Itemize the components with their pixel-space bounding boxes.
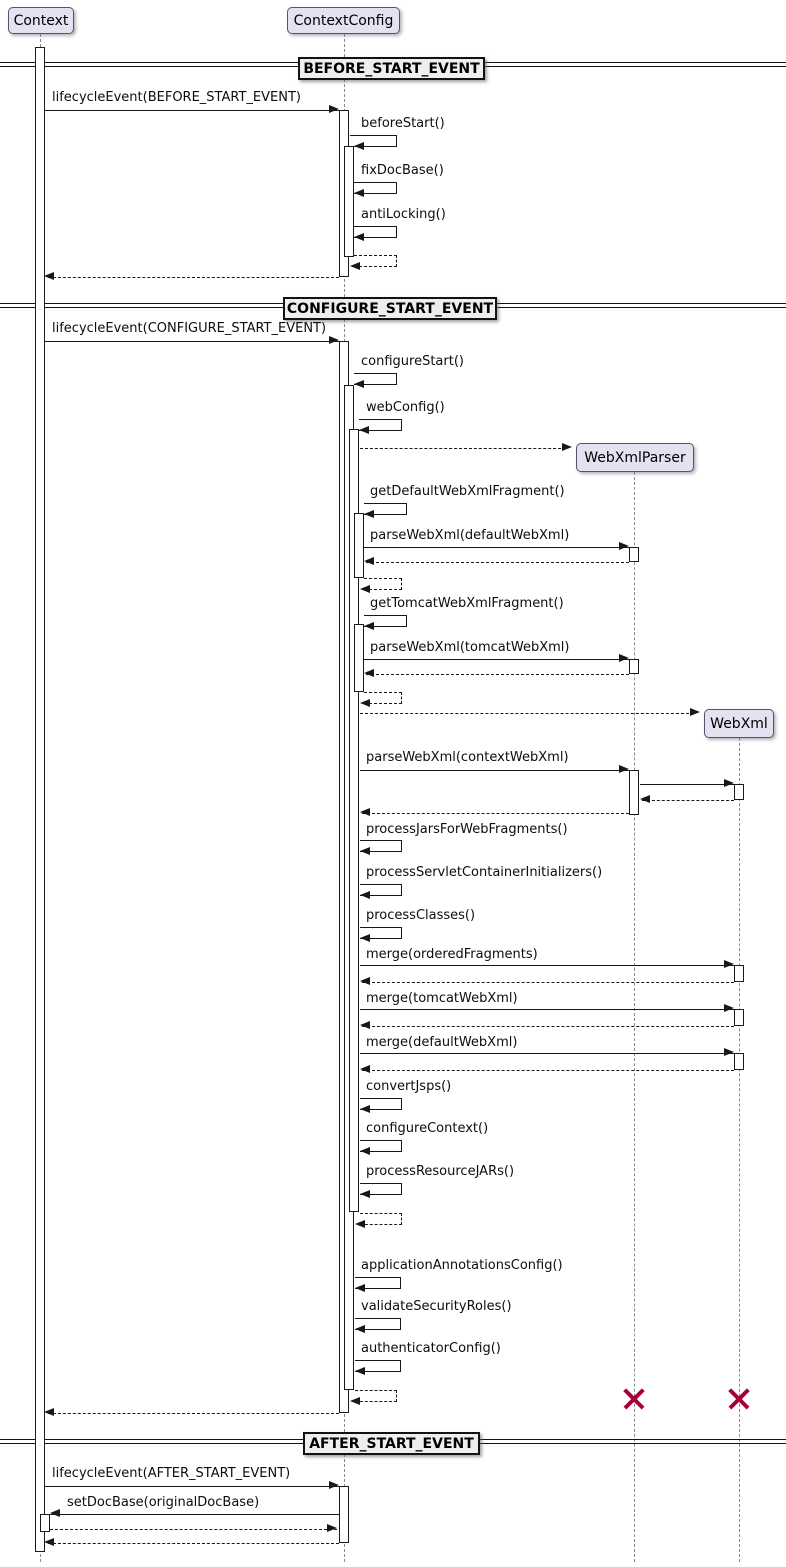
participant-context [8,7,74,34]
arrowhead [562,443,572,451]
self-return-line [360,1213,402,1225]
arrowhead [359,426,369,434]
activation-wx-merge-tomcat [734,1009,744,1026]
arrowhead [329,105,339,113]
message-label: convertJsps() [366,1079,452,1094]
arrowhead [327,1524,337,1532]
return-line [362,813,629,814]
return-line [50,1529,337,1530]
message-label: getDefaultWebXmlFragment() [370,484,565,499]
participant-name: Context [13,12,69,29]
return-line [48,1543,339,1544]
activation-wxp-parse-context [629,770,639,815]
message-label: merge(orderedFragments) [366,947,538,962]
message-label: processJarsForWebFragments() [366,822,568,837]
participant-name: ContextConfig [293,12,394,29]
message-label: webConfig() [366,400,445,415]
arrowhead [360,977,370,985]
message-label: lifecycleEvent(CONFIGURE_START_EVENT) [52,321,327,336]
message-label: parseWebXml(contextWebXml) [366,750,569,765]
arrowhead [354,380,364,388]
message-line [50,1514,339,1515]
arrowhead [364,510,374,518]
arrowhead [44,1538,54,1546]
arrowhead [360,699,370,707]
return-line [366,674,629,675]
message-label: fixDocBase() [361,163,444,178]
return-line [366,562,629,563]
participant-name: WebXmlParser [584,449,686,466]
arrowhead [724,1004,734,1012]
arrowhead [619,654,629,662]
activation-wx-merge-ordered [734,965,744,982]
arrowhead [690,708,700,716]
arrowhead [360,1147,370,1155]
destroy-x-webxml [727,1387,751,1411]
destroy-x-webxmlparser [622,1387,646,1411]
message-label: antiLocking() [361,207,446,222]
message-label: validateSecurityRoles() [361,1299,512,1314]
participant-webxml [704,709,774,738]
activation-wx-merge-default [734,1053,744,1070]
return-line [362,1026,734,1027]
arrowhead [360,1021,370,1029]
message-label: processClasses() [366,908,476,923]
message-label: processResourceJARs() [366,1164,515,1179]
activation-wx-parse-context [734,784,744,800]
message-label: getTomcatWebXmlFragment() [370,596,564,611]
participant-contextconfig [287,7,400,34]
arrowhead [50,1509,60,1517]
message-label: processServletContainerInitializers() [366,865,603,880]
arrowhead [364,622,374,630]
divider-before-start-event [298,57,485,80]
message-line [364,547,629,548]
activation-wxp-parse-tomcat [629,659,639,674]
arrowhead [354,233,364,241]
activation-cc-gettomcatfragment [354,624,364,692]
divider-configure-start-event [283,297,497,320]
message-line [44,110,339,111]
message-label: applicationAnnotationsConfig() [361,1258,563,1273]
arrowhead [329,1481,339,1489]
arrowhead [355,1284,365,1292]
return-line [362,1070,734,1071]
divider-label: CONFIGURE_START_EVENT [286,300,494,317]
return-line [642,800,734,801]
message-line [364,659,629,660]
arrowhead [360,1065,370,1073]
arrowhead [329,336,339,344]
self-return-line [355,1390,397,1402]
arrowhead [355,1367,365,1375]
arrowhead [360,891,370,899]
arrowhead [640,795,650,803]
message-label: configureStart() [361,354,464,369]
message-label: setDocBase(originalDocBase) [67,1495,260,1510]
arrowhead [354,142,364,150]
return-line [362,982,734,983]
message-label: beforeStart() [361,116,445,131]
arrowhead [355,1220,365,1228]
message-line [360,770,629,771]
arrowhead [364,669,374,677]
message-line [360,1053,734,1054]
arrowhead [44,272,54,280]
arrowhead [360,847,370,855]
arrowhead [355,1325,365,1333]
message-line [44,1486,339,1487]
arrowhead [360,1105,370,1113]
arrowhead [360,585,370,593]
return-line [48,277,339,278]
arrowhead [724,1048,734,1056]
create-line-webxmlparser [360,448,566,449]
message-label: authenticatorConfig() [361,1341,501,1356]
arrowhead [354,189,364,197]
arrowhead [350,262,360,270]
message-label: configureContext() [366,1121,489,1136]
divider-label: BEFORE_START_EVENT [303,60,480,77]
message-label: merge(defaultWebXml) [366,1035,518,1050]
activation-cc-before-nested [344,146,354,257]
arrowhead [360,934,370,942]
arrowhead [619,542,629,550]
arrowhead [724,779,734,787]
arrowhead [350,1397,360,1405]
activation-cc-after-main [339,1486,349,1543]
arrowhead [724,960,734,968]
participant-webxmlparser [576,443,694,472]
message-label: parseWebXml(defaultWebXml) [370,528,570,543]
divider-label: AFTER_START_EVENT [309,1435,474,1452]
arrowhead [360,808,370,816]
return-line [48,1413,339,1414]
participant-name: WebXml [710,715,768,732]
arrowhead [364,557,374,565]
message-label: lifecycleEvent(AFTER_START_EVENT) [52,1466,291,1481]
message-line [360,1009,734,1010]
message-label: parseWebXml(tomcatWebXml) [370,640,570,655]
arrowhead [360,1190,370,1198]
arrowhead [44,1408,54,1416]
message-line [360,965,734,966]
self-return-line [354,255,397,267]
activation-cc-getdefaultfragment [354,513,364,578]
message-label: lifecycleEvent(BEFORE_START_EVENT) [52,90,301,105]
message-line-wxp-to-wx [640,784,734,785]
message-line [44,341,339,342]
arrowhead [619,765,629,773]
message-label: merge(tomcatWebXml) [366,991,518,1006]
activation-context-setdocbase [40,1514,50,1532]
divider-after-start-event [303,1432,480,1455]
activation-wxp-parse-default [629,547,639,562]
create-line-webxml [360,713,694,714]
